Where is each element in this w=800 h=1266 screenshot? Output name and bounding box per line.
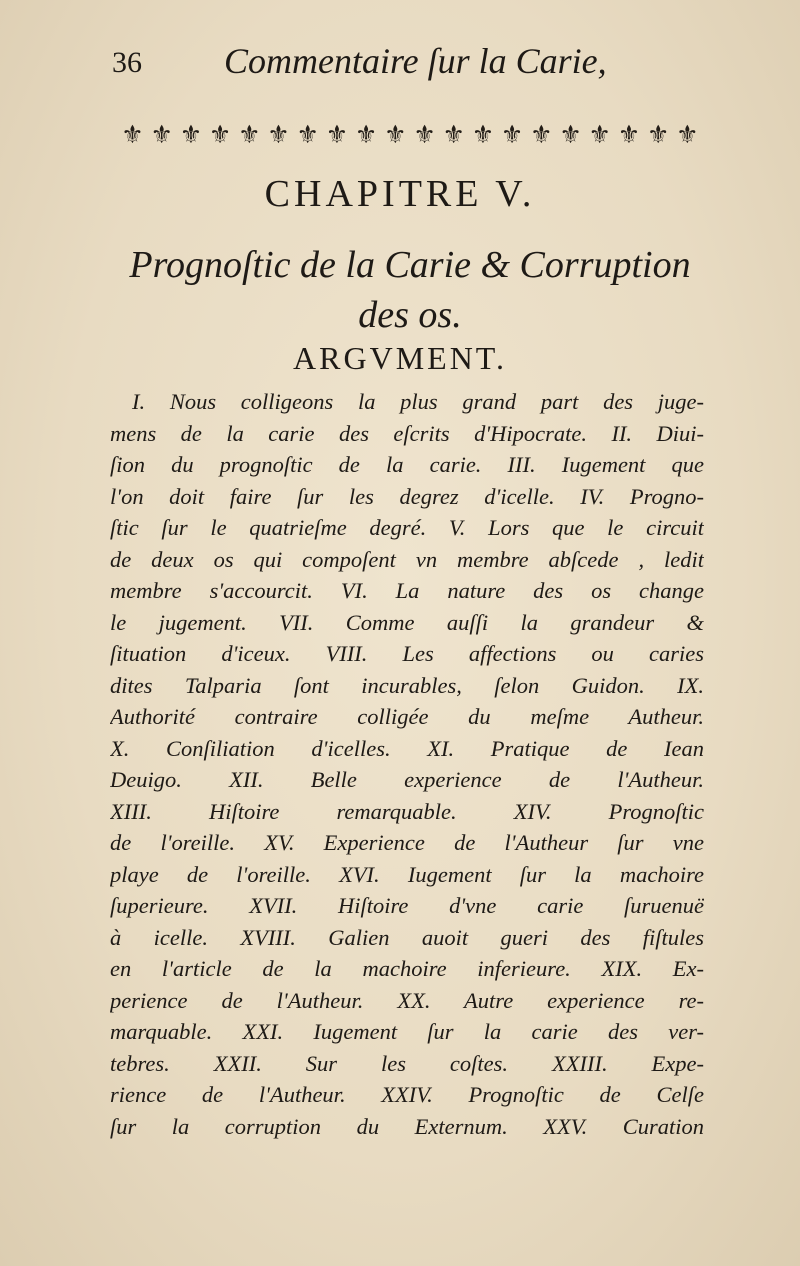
argument-line: tebres. XXII. Sur les coſtes. XXIII. Expe- (110, 1050, 704, 1076)
argument-line: membre s'accourcit. VI. La nature des os change (110, 578, 704, 603)
argument-line: playe de l'oreille. XVI. Iugement ſur la machoire (110, 861, 704, 887)
argument-line: perience de l'Autheur. XX. Autre experience re- (110, 987, 704, 1013)
fleur-de-lis-icon: ⚜ (238, 119, 261, 149)
argument-line: en l'article de la machoire inferieure. XIX. Ex- (110, 956, 704, 981)
argument-line: Authorité contraire colligée du meſme Autheur. (110, 704, 704, 729)
fleur-de-lis-icon: ⚜ (179, 119, 203, 149)
fleur-de-lis-icon: ⚜ (559, 119, 582, 149)
chapter-subtitle-line: des os. (358, 294, 462, 336)
fleur-de-lis-icon: ⚜ (442, 119, 465, 149)
fleur-de-lis-ornament-band (118, 114, 702, 154)
fleur-de-lis-icon: ⚜ (384, 119, 407, 149)
argument-line: le jugement. VII. Comme auſſi la grandeur & (110, 609, 704, 635)
fleur-de-lis-icon: ⚜ (471, 119, 495, 149)
argument-text (110, 386, 704, 1142)
argument-line: à icelle. XVIII. Galien auoit gueri des fiſtules (110, 924, 704, 950)
fleur-de-lis-icon: ⚜ (354, 119, 378, 149)
argument-line: l'on doit faire ſur les degrez d'icelle. IV. Progno- (110, 483, 704, 509)
fleur-de-lis-icon: ⚜ (296, 119, 319, 149)
argument-line: marquable. XXI. Iugement ſur la carie des ver- (110, 1019, 704, 1044)
argument-line: ſion du prognoſtic de la carie. III. Iugement que (110, 452, 704, 477)
fleur-de-lis-icon: ⚜ (646, 119, 670, 149)
argument-line: I. Nous colligeons la plus grand part des juge- (132, 389, 704, 414)
argument-line: Deuigo. XII. Belle experience de l'Autheur. (110, 767, 704, 792)
argument-line: ſuperieure. XVII. Hiſtoire d'vne carie ſuruenuë (110, 893, 704, 918)
fleur-de-lis-icon: ⚜ (617, 119, 641, 149)
argument-line: ſur la corruption du Externum. XXV. Curation (110, 1113, 704, 1139)
fleur-de-lis-icon: ⚜ (208, 119, 232, 149)
argument-line: X. Conſiliation d'icelles. XI. Pratique de Iean (110, 735, 704, 761)
argument-heading: ARGVMENT. (293, 340, 507, 376)
argument-line: ſtic ſur le quatrieſme degré. V. Lors que le circuit (110, 515, 704, 540)
fleur-de-lis-icon: ⚜ (121, 119, 144, 149)
running-head: Commentaire ſur la Carie, (224, 41, 607, 81)
argument-line: rience de l'Autheur. XXIV. Prognoſtic de Celſe (110, 1082, 704, 1107)
fleur-de-lis-icon: ⚜ (500, 119, 524, 149)
fleur-de-lis-icon: ⚜ (530, 119, 553, 149)
argument-line: XIII. Hiſtoire remarquable. XIV. Prognoſtic (110, 798, 704, 824)
page-header (112, 40, 712, 88)
argument-line: de l'oreille. XV. Experience de l'Autheur ſur vne (110, 830, 704, 855)
argument-line: de deux os qui compoſent vn membre abſcede , ledit (110, 546, 704, 572)
page-number: 36 (112, 46, 142, 79)
fleur-de-lis-icon: ⚜ (588, 119, 611, 149)
fleur-de-lis-icon: ⚜ (676, 119, 699, 149)
fleur-de-lis-icon: ⚜ (267, 119, 290, 149)
chapter-title: CHAPITRE V. (264, 173, 536, 215)
fleur-de-lis-icon: ⚜ (413, 119, 436, 149)
chapter-subtitle (100, 240, 720, 340)
fleur-de-lis-icon: ⚜ (150, 119, 173, 149)
chapter-subtitle-line: Prognoſtic de la Carie & Corruption (129, 244, 691, 286)
argument-line: mens de la carie des eſcrits d'Hipocrate. II. Diui- (110, 420, 704, 446)
argument-line: dites Talparia ſont incurables, ſelon Guidon. IX. (110, 672, 704, 698)
argument-line: ſituation d'iceux. VIII. Les affections ou caries (110, 641, 704, 666)
fleur-de-lis-icon: ⚜ (325, 119, 349, 149)
